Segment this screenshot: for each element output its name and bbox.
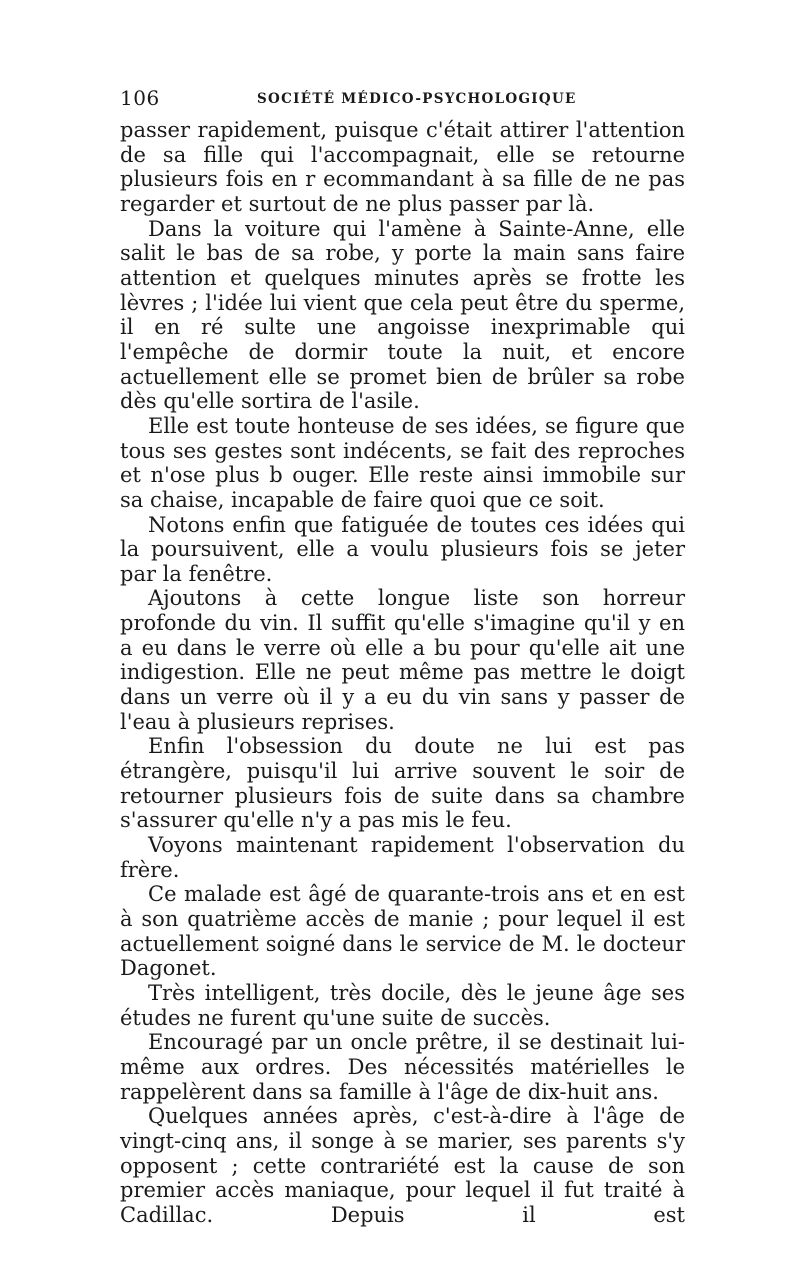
page-number: 106 [120, 86, 160, 110]
paragraph-malade: Ce malade est âgé de quarante-trois ans et en est à son quatrième accès de manie ; pour lequel il est actuellement soigné dans le service de M. le docteur Dagonet. [120, 882, 685, 981]
paragraph-observation-frere: Voyons maintenant rapidement l'observation du frère. [120, 833, 685, 882]
paragraph-continuation: passer rapidement, puisque c'était attirer l'attention de sa fille qui l'accompagnait, elle se retourne plusieurs fois en r ecommandant à sa fille de ne pas regarder et surtout de ne plus passer par là. [120, 118, 685, 216]
paragraph-mariage: Quelques années après, c'est-à-dire à l'âge de vingt-cinq ans, il songe à se marier, ses parents s'y opposent ; cette contrariété est la cause de son premier accès maniaque, pour lequel il fut traité à Cadillac. Depuis il est [120, 1104, 685, 1227]
paragraph-intelligent: Très intelligent, très docile, dès le jeune âge ses études ne furent qu'une suite de succès. [120, 980, 685, 1030]
running-title: SOCIÉTÉ MÉDICO-PSYCHOLOGIQUE [257, 91, 577, 107]
running-head [120, 86, 685, 116]
paragraph-doute: Enfin l'obsession du doute ne lui est pas étrangère, puisqu'il lui arrive souvent le soir de retourner plusieurs fois de suite dans sa chambre s'assurer qu'elle n'y a pas mis le feu. [120, 734, 685, 833]
body-text [120, 118, 685, 1228]
paragraph-honte: Elle est toute honteuse de ses idées, se figure que tous ses gestes sont indécents, se fait des reproches et n'ose plus b ouger. Elle reste ainsi immobile sur sa chaise, incapable de faire quoi que ce soit. [120, 413, 685, 512]
paragraph-fenetre: Notons enfin que fatiguée de toutes ces idées qui la poursuivent, elle a voulu plusieurs fois se jeter par la fenêtre. [120, 512, 685, 586]
paragraph-sainte-anne: Dans la voiture qui l'amène à Sainte-Anne, elle salit le bas de sa robe, y porte la main sans faire attention et quelques minutes après se frotte les lèvres ; l'idée lui vient que cela peut être du sperme, il en ré sulte une angoisse inexprimable qui l'empêche de dormir toute la nuit, et encore actuellement elle se promet bien de brûler sa robe dès qu'elle sortira de l'asile. [120, 216, 685, 414]
paragraph-vin: Ajoutons à cette longue liste son horreur profonde du vin. Il suffit qu'elle s'imagine qu'il y en a eu dans le verre où elle a bu pour qu'elle ait une indigestion. Elle ne peut même pas mettre le doigt dans un verre où il y a eu du vin sans y passer de l'eau à plusieurs reprises. [120, 586, 685, 734]
paragraph-oncle: Encouragé par un oncle prêtre, il se destinait lui-même aux ordres. Des nécessités matérielles le rappelèrent dans sa famille à l'âge de dix-huit ans. [120, 1030, 685, 1104]
